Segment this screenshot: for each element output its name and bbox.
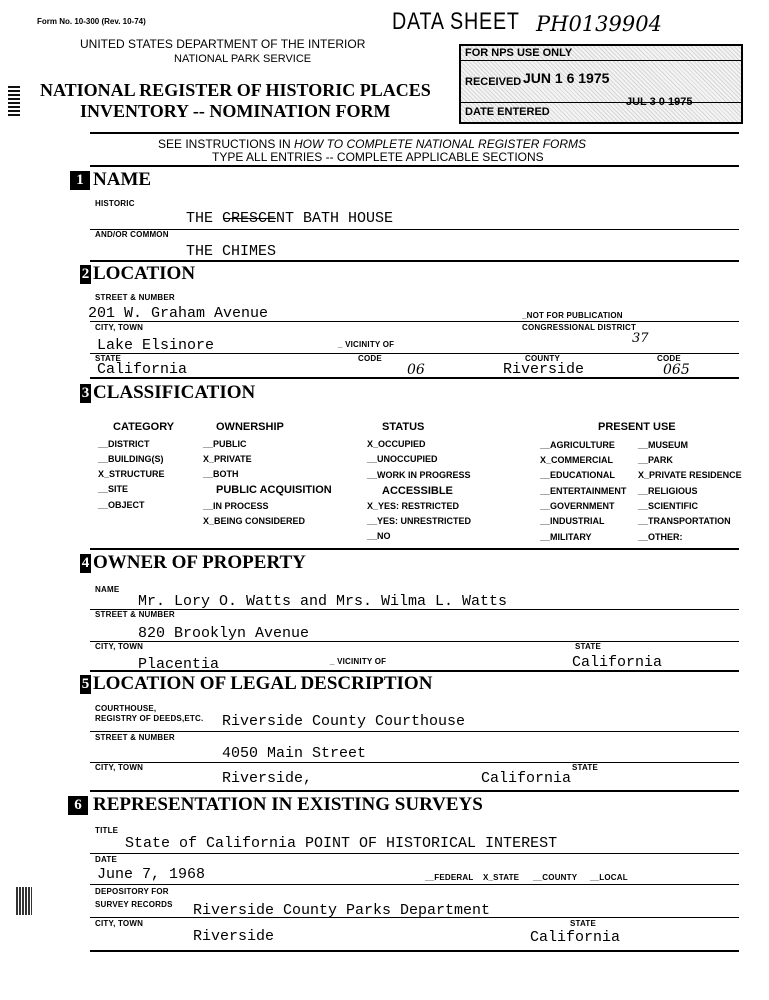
county-value: Riverside — [503, 361, 585, 378]
received-date: JUN 1 6 1975 — [523, 70, 610, 86]
survey-state: California — [530, 929, 621, 946]
survey-title-label: TITLE — [95, 826, 119, 835]
present-use-option[interactable]: __GOVERNMENT — [540, 501, 615, 511]
strikeout-line — [224, 218, 276, 219]
public-acquisition-heading: PUBLIC ACQUISITION — [216, 484, 332, 496]
survey-city: Riverside — [193, 928, 275, 945]
ownership-option[interactable]: __PUBLIC — [203, 439, 247, 449]
nps-use-box — [459, 44, 743, 124]
status-option[interactable]: __WORK IN PROGRESS — [367, 470, 471, 480]
courthouse-value: Riverside County Courthouse — [222, 713, 466, 730]
county-label: COUNTY — [525, 354, 560, 363]
city-name: Lake Elsinore — [97, 337, 215, 354]
congressional-district-label: CONGRESSIONAL DISTRICT — [522, 323, 637, 332]
owner-vicinity-label: _ VICINITY OF — [330, 657, 387, 666]
status-option[interactable]: __UNOCCUPIED — [367, 454, 438, 464]
ownership-option[interactable]: __BOTH — [203, 469, 239, 479]
present-use-option[interactable]: __INDUSTRIAL — [540, 516, 605, 526]
form-number: Form No. 10-300 (Rev. 10-74) — [37, 17, 146, 26]
section-5-number: 5 — [81, 676, 90, 692]
section-3-title: CLASSIFICATION — [93, 382, 256, 403]
acquisition-option-checked[interactable]: X_BEING CONSIDERED — [203, 516, 306, 526]
category-option[interactable]: __BUILDING(S) — [98, 454, 164, 464]
acquisition-option[interactable]: __IN PROCESS — [203, 501, 269, 511]
instructions-line2: TYPE ALL ENTRIES -- COMPLETE APPLICABLE SECTIONS — [212, 150, 544, 164]
nps-use-label: FOR NPS USE ONLY — [465, 47, 573, 59]
category-option[interactable]: __DISTRICT — [98, 439, 150, 449]
county-code-value: 065 — [663, 362, 690, 378]
street-label: STREET & NUMBER — [95, 293, 175, 302]
state-option-checked[interactable]: X_STATE — [483, 873, 520, 882]
survey-date-label: DATE — [95, 855, 117, 864]
survey-state-label: STATE — [570, 919, 597, 928]
service-name: NATIONAL PARK SERVICE — [174, 53, 312, 65]
ownership-option-checked[interactable]: X_PRIVATE — [203, 454, 252, 464]
section-2-title: LOCATION — [93, 263, 196, 284]
present-use-option[interactable]: __MUSEUM — [638, 440, 689, 450]
category-option[interactable]: __SITE — [98, 484, 129, 494]
section-1-number: 1 — [70, 171, 90, 190]
county-option[interactable]: __COUNTY — [533, 873, 578, 882]
present-use-heading: PRESENT USE — [598, 421, 676, 433]
vicinity-label: _ VICINITY OF — [338, 340, 395, 349]
section-4-title: OWNER OF PROPERTY — [93, 552, 306, 573]
form-title-line1: NATIONAL REGISTER OF HISTORIC PLACES — [40, 80, 431, 100]
accessible-option[interactable]: __NO — [367, 531, 391, 541]
data-sheet-stamp: DATA SHEET — [392, 8, 520, 35]
common-name: THE CHIMES — [186, 243, 277, 260]
accessible-option[interactable]: __YES: UNRESTRICTED — [367, 516, 472, 526]
present-use-option[interactable]: __MILITARY — [540, 532, 592, 542]
common-label: AND/OR COMMON — [95, 230, 169, 239]
state-code-value: 06 — [407, 362, 425, 378]
federal-option[interactable]: __FEDERAL — [425, 873, 474, 882]
owner-street-label: STREET & NUMBER — [95, 610, 175, 619]
received-label: RECEIVED — [465, 76, 522, 88]
section-3-number: 3 — [81, 385, 90, 401]
congressional-district-value: 37 — [632, 331, 649, 346]
margin-mark — [8, 86, 20, 116]
legal-city-label: CITY, TOWN — [95, 763, 144, 772]
form-title-line2: INVENTORY -- NOMINATION FORM — [80, 101, 391, 121]
present-use-option[interactable]: __AGRICULTURE — [540, 440, 615, 450]
code-label: CODE — [358, 354, 382, 363]
present-use-option[interactable]: __ENTERTAINMENT — [540, 486, 627, 496]
present-use-option-checked[interactable]: X_PRIVATE RESIDENCE — [638, 470, 742, 480]
depository-label-line2: SURVEY RECORDS — [95, 900, 173, 909]
legal-state-label: STATE — [572, 763, 599, 772]
section-1-title: NAME — [93, 169, 152, 190]
status-option-checked[interactable]: X_OCCUPIED — [367, 439, 426, 449]
legal-state: California — [481, 770, 572, 787]
survey-city-label: CITY, TOWN — [95, 919, 144, 928]
owner-state: California — [572, 654, 663, 671]
courthouse-label-line1: COURTHOUSE, — [95, 704, 157, 713]
category-heading: CATEGORY — [113, 421, 175, 433]
status-heading: STATUS — [382, 421, 425, 433]
handwritten-reference-id: PH0139904 — [536, 12, 662, 36]
present-use-option[interactable]: __PARK — [638, 455, 673, 465]
department-name: UNITED STATES DEPARTMENT OF THE INTERIOR — [80, 37, 366, 51]
ownership-heading: OWNERSHIP — [216, 421, 284, 433]
present-use-option[interactable]: __TRANSPORTATION — [638, 516, 731, 526]
street-address: 201 W. Graham Avenue — [88, 305, 269, 322]
section-5-title: LOCATION OF LEGAL DESCRIPTION — [93, 673, 433, 694]
owner-name-label: NAME — [95, 585, 120, 594]
present-use-option-checked[interactable]: X_COMMERCIAL — [540, 455, 614, 465]
state-value: California — [97, 361, 188, 378]
present-use-option[interactable]: __EDUCATIONAL — [540, 470, 615, 480]
owner-name: Mr. Lory O. Watts and Mrs. Wilma L. Watts — [138, 593, 508, 610]
survey-date: June 7, 1968 — [97, 866, 206, 883]
depository-value: Riverside County Parks Department — [193, 902, 491, 919]
legal-street: 4050 Main Street — [222, 745, 367, 762]
historic-label: HISTORIC — [95, 199, 135, 208]
accessible-heading: ACCESSIBLE — [382, 485, 453, 497]
legal-street-label: STREET & NUMBER — [95, 733, 175, 742]
section-6-number: 6 — [68, 796, 88, 815]
category-option-checked[interactable]: X_STRUCTURE — [98, 469, 165, 479]
section-6-title: REPRESENTATION IN EXISTING SURVEYS — [93, 794, 483, 815]
owner-state-label: STATE — [575, 642, 602, 651]
depository-label-line1: DEPOSITORY FOR — [95, 887, 169, 896]
category-option[interactable]: __OBJECT — [98, 500, 145, 510]
owner-street: 820 Brooklyn Avenue — [138, 625, 310, 642]
date-entered-value: JUL 3 0 1975 — [626, 96, 693, 108]
owner-city-label: CITY, TOWN — [95, 642, 144, 651]
state-label: STATE — [95, 354, 122, 363]
historic-name: THE CRESCENT BATH HOUSE — [186, 210, 394, 227]
present-use-option[interactable]: __SCIENTIFIC — [638, 501, 699, 511]
instructions-line1: SEE INSTRUCTIONS IN HOW TO COMPLETE NATIONAL REGISTER FORMS — [158, 137, 587, 151]
city-label: CITY, TOWN — [95, 323, 144, 332]
section-4-number: 4 — [81, 555, 90, 571]
not-for-publication: _NOT FOR PUBLICATION — [522, 311, 623, 320]
present-use-option[interactable]: __RELIGIOUS — [638, 486, 698, 496]
present-use-option[interactable]: __OTHER: — [638, 532, 683, 542]
legal-city: Riverside, — [222, 770, 313, 787]
margin-mark — [16, 887, 32, 915]
county-code-label: CODE — [657, 354, 681, 363]
date-entered-label: DATE ENTERED — [465, 106, 550, 118]
survey-title: State of California POINT OF HISTORICAL INTEREST — [125, 835, 558, 852]
accessible-option-checked[interactable]: X_YES: RESTRICTED — [367, 501, 460, 511]
local-option[interactable]: __LOCAL — [590, 873, 628, 882]
section-2-number: 2 — [81, 266, 90, 282]
courthouse-label-line2: REGISTRY OF DEEDS,ETC. — [95, 714, 204, 723]
owner-city: Placentia — [138, 656, 220, 673]
